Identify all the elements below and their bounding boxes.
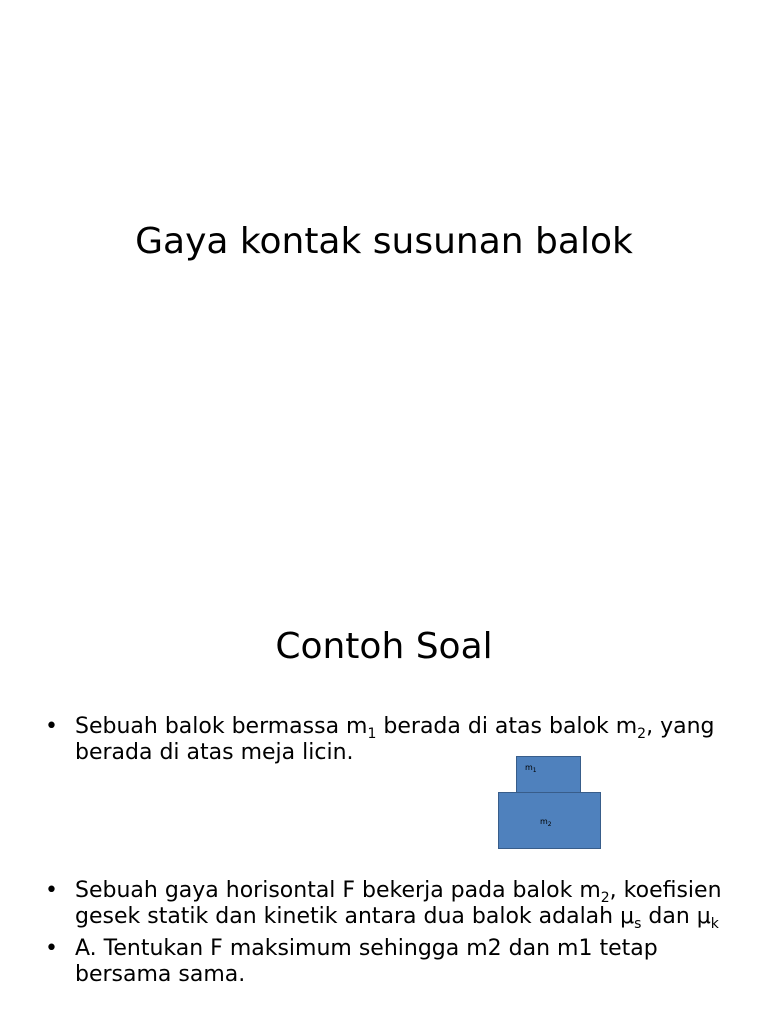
block-m1 (516, 756, 581, 793)
bullet-item (45, 936, 745, 988)
bullet-glyph: • (45, 878, 58, 903)
block-m2-label: $m_2$ (540, 817, 552, 828)
bullet-item (45, 714, 745, 766)
slide-1-title: Gaya kontak susunan balok (135, 221, 633, 262)
slide-2-title: Contoh Soal (275, 626, 493, 667)
block-m1-label: $m_1$ (525, 763, 537, 774)
bullet-glyph: • (45, 936, 58, 961)
bullet-list-bottom (45, 878, 745, 988)
bullet-list-top (45, 714, 745, 766)
bullet-item (45, 878, 745, 930)
slide-example (0, 576, 768, 1024)
block-m2 (498, 792, 601, 849)
bullet-text-3: A. Tentukan F maksimum sehingga m2 dan m1 tetap bersama sama. (75, 936, 658, 987)
bullet-glyph: • (45, 714, 58, 739)
bullet-text-2: Sebuah gaya horisontal F bekerja pada balok $m_2$, koefisien gesek statik dan kinetik antara dua balok adalah $\mu_s$ dan $\mu_k$ (75, 878, 722, 932)
bullet-text-1: Sebuah balok bermassa $m_1$ berada di atas balok $m_2$, yang berada di atas meja licin. (75, 714, 715, 765)
